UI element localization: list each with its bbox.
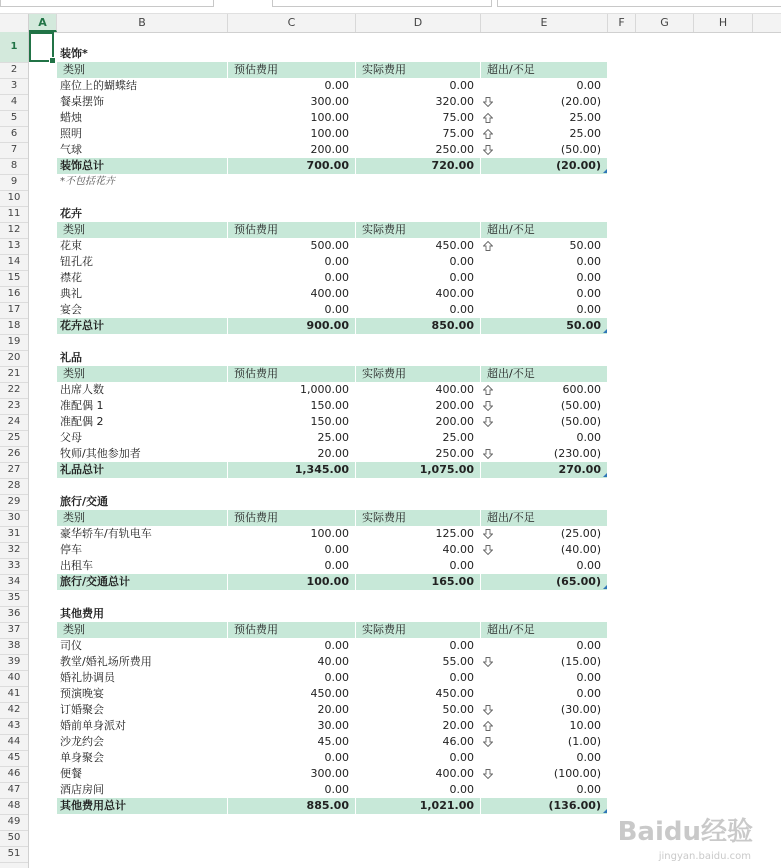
item-over-under[interactable]: 0.00 xyxy=(576,271,601,284)
item-name[interactable]: 准配偶 1 xyxy=(60,399,104,412)
section-title-row xyxy=(29,494,781,510)
row-header[interactable]: 7 xyxy=(0,142,28,159)
item-name[interactable]: 司仪 xyxy=(60,639,82,652)
item-actual[interactable]: 0.00 xyxy=(449,303,474,316)
row-header[interactable]: 4 xyxy=(0,94,28,111)
item-name[interactable]: 豪华轿车/有轨电车 xyxy=(60,527,152,540)
section-total-row xyxy=(29,462,781,478)
item-actual[interactable]: 46.00 xyxy=(442,735,474,748)
header-over-under[interactable]: 超出/不足 xyxy=(487,367,535,380)
note-row xyxy=(29,174,781,190)
item-name[interactable]: 宴会 xyxy=(60,303,82,316)
list-item xyxy=(29,526,781,542)
row-header[interactable]: 8 xyxy=(0,158,28,175)
col-header-g[interactable]: G xyxy=(636,14,694,32)
cell-indicator-icon xyxy=(603,329,607,333)
item-estimated[interactable]: 300.00 xyxy=(310,767,349,780)
row-header[interactable]: 33 xyxy=(0,558,28,575)
item-over-under[interactable]: (230.00) xyxy=(553,447,601,460)
item-actual[interactable]: 250.00 xyxy=(435,447,474,460)
list-item xyxy=(29,718,781,734)
row-header[interactable]: 5 xyxy=(0,110,28,127)
section-header-row xyxy=(29,222,781,238)
total-over-under[interactable]: (136.00) xyxy=(548,799,601,812)
list-item xyxy=(29,638,781,654)
row-header[interactable]: 2 xyxy=(0,62,28,79)
total-label[interactable]: 旅行/交通总计 xyxy=(60,575,131,588)
arrow-up-icon xyxy=(483,113,493,123)
column-headers xyxy=(0,13,781,33)
row-header[interactable]: 49 xyxy=(0,814,28,831)
row-header[interactable]: 36 xyxy=(0,606,28,623)
item-actual[interactable]: 0.00 xyxy=(449,255,474,268)
item-name[interactable]: 酒店房间 xyxy=(60,783,104,796)
item-estimated[interactable]: 100.00 xyxy=(310,111,349,124)
item-name[interactable]: 订婚聚会 xyxy=(60,703,104,716)
header-over-under[interactable]: 超出/不足 xyxy=(487,511,535,524)
item-estimated[interactable]: 0.00 xyxy=(324,79,349,92)
item-name[interactable]: 典礼 xyxy=(60,287,82,300)
item-over-under[interactable]: (100.00) xyxy=(553,767,601,780)
row-header[interactable]: 30 xyxy=(0,510,28,527)
item-actual[interactable]: 25.00 xyxy=(442,431,474,444)
item-over-under[interactable]: 0.00 xyxy=(576,671,601,684)
section-title[interactable]: 礼品 xyxy=(60,351,82,364)
item-estimated[interactable]: 1,000.00 xyxy=(300,383,349,396)
section-title[interactable]: 其他费用 xyxy=(60,607,104,620)
row-header[interactable]: 26 xyxy=(0,446,28,463)
item-actual[interactable]: 400.00 xyxy=(435,287,474,300)
select-all-corner[interactable] xyxy=(0,14,29,32)
header-category[interactable]: 类别 xyxy=(63,63,85,76)
item-name[interactable]: 花束 xyxy=(60,239,82,252)
row-header[interactable]: 39 xyxy=(0,654,28,671)
item-over-under[interactable]: 10.00 xyxy=(569,719,601,732)
item-estimated[interactable]: 100.00 xyxy=(310,527,349,540)
total-estimated[interactable]: 700.00 xyxy=(306,159,349,172)
row-header[interactable]: 17 xyxy=(0,302,28,319)
section-title[interactable]: 装饰* xyxy=(60,47,88,60)
total-over-under[interactable]: 50.00 xyxy=(566,319,601,332)
list-item xyxy=(29,126,781,142)
item-over-under[interactable]: 0.00 xyxy=(576,559,601,572)
section-title-row xyxy=(29,46,781,62)
arrow-down-icon xyxy=(483,417,493,427)
item-over-under[interactable]: 0.00 xyxy=(576,431,601,444)
total-over-under[interactable]: (65.00) xyxy=(556,575,601,588)
item-name[interactable]: 教堂/婚礼场所费用 xyxy=(60,655,152,668)
row-header[interactable]: 51 xyxy=(0,846,28,863)
item-estimated[interactable]: 40.00 xyxy=(317,655,349,668)
item-actual[interactable]: 0.00 xyxy=(449,639,474,652)
col-header-e[interactable]: E xyxy=(481,14,608,32)
formula-bar-strip xyxy=(0,0,781,13)
col-header-f[interactable]: F xyxy=(608,14,636,32)
col-header-a[interactable]: A xyxy=(29,14,57,32)
list-item xyxy=(29,734,781,750)
item-estimated[interactable]: 0.00 xyxy=(324,255,349,268)
item-name[interactable]: 蜡烛 xyxy=(60,111,82,124)
list-item xyxy=(29,94,781,110)
arrow-down-icon xyxy=(483,545,493,555)
item-actual[interactable]: 0.00 xyxy=(449,559,474,572)
header-actual[interactable]: 实际费用 xyxy=(362,223,406,236)
item-name[interactable]: 座位上的蝴蝶结 xyxy=(60,79,137,92)
item-actual[interactable]: 400.00 xyxy=(435,767,474,780)
header-estimated[interactable]: 预估费用 xyxy=(234,623,278,636)
total-estimated[interactable]: 900.00 xyxy=(306,319,349,332)
list-item xyxy=(29,654,781,670)
section-title-row xyxy=(29,350,781,366)
section-title[interactable]: 旅行/交通 xyxy=(60,495,109,508)
row-header[interactable]: 41 xyxy=(0,686,28,703)
header-estimated[interactable]: 预估费用 xyxy=(234,63,278,76)
item-over-under[interactable]: 0.00 xyxy=(576,783,601,796)
list-item xyxy=(29,270,781,286)
item-over-under[interactable]: (50.00) xyxy=(560,399,601,412)
list-item xyxy=(29,398,781,414)
item-over-under[interactable]: 50.00 xyxy=(569,239,601,252)
list-item xyxy=(29,142,781,158)
item-over-under[interactable]: 0.00 xyxy=(576,687,601,700)
item-name[interactable]: 气球 xyxy=(60,143,82,156)
list-item xyxy=(29,238,781,254)
name-box[interactable] xyxy=(0,0,214,7)
row-header[interactable]: 42 xyxy=(0,702,28,719)
section-title-row xyxy=(29,206,781,222)
item-actual[interactable]: 200.00 xyxy=(435,415,474,428)
row-header[interactable]: 46 xyxy=(0,766,28,783)
item-actual[interactable]: 400.00 xyxy=(435,383,474,396)
list-item xyxy=(29,670,781,686)
row-header[interactable]: 28 xyxy=(0,478,28,495)
item-name[interactable]: 预演晚宴 xyxy=(60,687,104,700)
row-header[interactable]: 29 xyxy=(0,494,28,511)
list-item xyxy=(29,382,781,398)
header-estimated[interactable]: 预估费用 xyxy=(234,511,278,524)
row-header[interactable]: 27 xyxy=(0,462,28,479)
item-actual[interactable]: 50.00 xyxy=(442,703,474,716)
item-over-under[interactable]: 0.00 xyxy=(576,287,601,300)
section-header-row xyxy=(29,366,781,382)
list-item xyxy=(29,78,781,94)
list-item xyxy=(29,414,781,430)
list-item xyxy=(29,446,781,462)
item-estimated[interactable]: 200.00 xyxy=(310,143,349,156)
row-header[interactable]: 19 xyxy=(0,334,28,351)
row-header[interactable]: 43 xyxy=(0,718,28,735)
header-category[interactable]: 类别 xyxy=(63,623,85,636)
header-category[interactable]: 类别 xyxy=(63,511,85,524)
item-actual[interactable]: 0.00 xyxy=(449,79,474,92)
item-over-under[interactable]: 600.00 xyxy=(562,383,601,396)
item-estimated[interactable]: 100.00 xyxy=(310,127,349,140)
total-label[interactable]: 装饰总计 xyxy=(60,159,104,172)
footnote[interactable]: *不包括花卉 xyxy=(60,176,115,187)
item-name[interactable]: 餐桌摆饰 xyxy=(60,95,104,108)
total-label[interactable]: 礼品总计 xyxy=(60,463,104,476)
row-header[interactable]: 13 xyxy=(0,238,28,255)
item-estimated[interactable]: 500.00 xyxy=(310,239,349,252)
total-over-under[interactable]: (20.00) xyxy=(556,159,601,172)
row-header[interactable]: 34 xyxy=(0,574,28,591)
row-header[interactable]: 40 xyxy=(0,670,28,687)
header-estimated[interactable]: 预估费用 xyxy=(234,367,278,380)
row-header[interactable]: 32 xyxy=(0,542,28,559)
arrow-up-icon xyxy=(483,241,493,251)
header-estimated[interactable]: 预估费用 xyxy=(234,223,278,236)
active-cell-a1[interactable] xyxy=(29,32,54,62)
item-actual[interactable]: 0.00 xyxy=(449,751,474,764)
header-category[interactable]: 类别 xyxy=(63,367,85,380)
item-estimated[interactable]: 0.00 xyxy=(324,559,349,572)
item-name[interactable]: 钮孔花 xyxy=(60,255,93,268)
row-header[interactable]: 25 xyxy=(0,430,28,447)
list-item xyxy=(29,766,781,782)
row-header[interactable]: 1 xyxy=(0,32,28,63)
item-actual[interactable]: 0.00 xyxy=(449,671,474,684)
total-actual[interactable]: 720.00 xyxy=(431,159,474,172)
item-over-under[interactable]: 25.00 xyxy=(569,111,601,124)
section-title-row xyxy=(29,606,781,622)
fill-handle[interactable] xyxy=(49,57,56,64)
col-header-c[interactable]: C xyxy=(228,14,356,32)
row-header[interactable]: 21 xyxy=(0,366,28,383)
row-header[interactable]: 20 xyxy=(0,350,28,367)
item-name[interactable]: 襟花 xyxy=(60,271,82,284)
row-header[interactable]: 22 xyxy=(0,382,28,399)
cell-indicator-icon xyxy=(603,585,607,589)
row-header[interactable]: 18 xyxy=(0,318,28,335)
row-header[interactable]: 3 xyxy=(0,78,28,95)
row-header[interactable]: 50 xyxy=(0,830,28,847)
item-estimated[interactable]: 150.00 xyxy=(310,415,349,428)
item-name[interactable]: 出席人数 xyxy=(60,383,104,396)
item-name[interactable]: 沙龙约会 xyxy=(60,735,104,748)
item-estimated[interactable]: 400.00 xyxy=(310,287,349,300)
row-header[interactable]: 15 xyxy=(0,270,28,287)
row-header[interactable]: 38 xyxy=(0,638,28,655)
header-actual[interactable]: 实际费用 xyxy=(362,63,406,76)
item-over-under[interactable]: 0.00 xyxy=(576,255,601,268)
row-header[interactable]: 31 xyxy=(0,526,28,543)
item-name[interactable]: 父母 xyxy=(60,431,82,444)
item-actual[interactable]: 250.00 xyxy=(435,143,474,156)
section-title[interactable]: 花卉 xyxy=(60,207,82,220)
item-estimated[interactable]: 300.00 xyxy=(310,95,349,108)
item-over-under[interactable]: (15.00) xyxy=(560,655,601,668)
list-item xyxy=(29,558,781,574)
item-actual[interactable]: 75.00 xyxy=(442,127,474,140)
arrow-down-icon xyxy=(483,657,493,667)
arrow-down-icon xyxy=(483,401,493,411)
item-over-under[interactable]: (25.00) xyxy=(560,527,601,540)
item-name[interactable]: 单身聚会 xyxy=(60,751,104,764)
list-item xyxy=(29,702,781,718)
section-total-row xyxy=(29,318,781,334)
item-name[interactable]: 牧师/其他参加者 xyxy=(60,447,141,460)
list-item xyxy=(29,430,781,446)
header-actual[interactable]: 实际费用 xyxy=(362,511,406,524)
row-header[interactable]: 37 xyxy=(0,622,28,639)
section-header-row xyxy=(29,510,781,526)
total-actual[interactable]: 165.00 xyxy=(431,575,474,588)
item-over-under[interactable]: (30.00) xyxy=(560,703,601,716)
item-estimated[interactable]: 0.00 xyxy=(324,271,349,284)
watermark-logo: Baidu经验 xyxy=(617,817,753,847)
row-header[interactable]: 12 xyxy=(0,222,28,239)
row-header[interactable]: 24 xyxy=(0,414,28,431)
col-header-b[interactable]: B xyxy=(57,14,228,32)
item-over-under[interactable]: 0.00 xyxy=(576,639,601,652)
item-estimated[interactable]: 25.00 xyxy=(317,431,349,444)
cell-indicator-icon xyxy=(603,169,607,173)
row-header[interactable]: 16 xyxy=(0,286,28,303)
item-actual[interactable]: 200.00 xyxy=(435,399,474,412)
row-header[interactable]: 47 xyxy=(0,782,28,799)
list-item xyxy=(29,286,781,302)
watermark-url: jingyan.baidu.com xyxy=(658,851,751,862)
list-item xyxy=(29,782,781,798)
row-headers xyxy=(0,32,29,868)
total-label[interactable]: 其他费用总计 xyxy=(60,799,126,812)
item-over-under[interactable]: (20.00) xyxy=(560,95,601,108)
item-actual[interactable]: 75.00 xyxy=(442,111,474,124)
row-header[interactable]: 48 xyxy=(0,798,28,815)
item-actual[interactable]: 55.00 xyxy=(442,655,474,668)
item-name[interactable]: 准配偶 2 xyxy=(60,415,104,428)
arrow-down-icon xyxy=(483,769,493,779)
item-name[interactable]: 婚礼协调员 xyxy=(60,671,115,684)
item-estimated[interactable]: 20.00 xyxy=(317,447,349,460)
row-header[interactable]: 44 xyxy=(0,734,28,751)
row-header[interactable]: 45 xyxy=(0,750,28,767)
item-estimated[interactable]: 45.00 xyxy=(317,735,349,748)
row-header[interactable]: 10 xyxy=(0,190,28,207)
item-over-under[interactable]: (50.00) xyxy=(560,143,601,156)
item-estimated[interactable]: 20.00 xyxy=(317,703,349,716)
item-estimated[interactable]: 30.00 xyxy=(317,719,349,732)
item-actual[interactable]: 320.00 xyxy=(435,95,474,108)
total-label[interactable]: 花卉总计 xyxy=(60,319,104,332)
list-item xyxy=(29,302,781,318)
cell-indicator-icon xyxy=(603,473,607,477)
section-header-row xyxy=(29,622,781,638)
arrow-up-icon xyxy=(483,385,493,395)
item-name[interactable]: 出租车 xyxy=(60,559,93,572)
arrow-up-icon xyxy=(483,129,493,139)
col-header-d[interactable]: D xyxy=(356,14,481,32)
col-header-h[interactable]: H xyxy=(694,14,753,32)
arrow-down-icon xyxy=(483,529,493,539)
item-estimated[interactable]: 0.00 xyxy=(324,783,349,796)
worksheet-grid[interactable] xyxy=(29,32,781,868)
item-over-under[interactable]: (1.00) xyxy=(567,735,601,748)
item-name[interactable]: 婚前单身派对 xyxy=(60,719,126,732)
list-item xyxy=(29,254,781,270)
formula-box[interactable] xyxy=(272,0,492,7)
item-over-under[interactable]: 0.00 xyxy=(576,751,601,764)
total-estimated[interactable]: 1,345.00 xyxy=(294,463,349,476)
item-estimated[interactable]: 0.00 xyxy=(324,671,349,684)
item-over-under[interactable]: (50.00) xyxy=(560,415,601,428)
row-header[interactable]: 14 xyxy=(0,254,28,271)
item-actual[interactable]: 20.00 xyxy=(442,719,474,732)
item-estimated[interactable]: 0.00 xyxy=(324,751,349,764)
item-actual[interactable]: 0.00 xyxy=(449,271,474,284)
item-over-under[interactable]: (40.00) xyxy=(560,543,601,556)
arrow-down-icon xyxy=(483,705,493,715)
row-header[interactable]: 23 xyxy=(0,398,28,415)
list-item xyxy=(29,110,781,126)
total-over-under[interactable]: 270.00 xyxy=(558,463,601,476)
section-total-row xyxy=(29,574,781,590)
header-over-under[interactable]: 超出/不足 xyxy=(487,623,535,636)
header-over-under[interactable]: 超出/不足 xyxy=(487,223,535,236)
arrow-down-icon xyxy=(483,449,493,459)
total-actual[interactable]: 850.00 xyxy=(431,319,474,332)
formula-box-ext[interactable] xyxy=(497,0,781,7)
total-actual[interactable]: 1,075.00 xyxy=(419,463,474,476)
item-over-under[interactable]: 0.00 xyxy=(576,79,601,92)
list-item xyxy=(29,686,781,702)
item-actual[interactable]: 40.00 xyxy=(442,543,474,556)
item-estimated[interactable]: 0.00 xyxy=(324,303,349,316)
list-item xyxy=(29,542,781,558)
arrow-down-icon xyxy=(483,737,493,747)
header-actual[interactable]: 实际费用 xyxy=(362,367,406,380)
total-actual[interactable]: 1,021.00 xyxy=(419,799,474,812)
header-category[interactable]: 类别 xyxy=(63,223,85,236)
header-actual[interactable]: 实际费用 xyxy=(362,623,406,636)
item-name[interactable]: 便餐 xyxy=(60,767,82,780)
header-over-under[interactable]: 超出/不足 xyxy=(487,63,535,76)
item-estimated[interactable]: 150.00 xyxy=(310,399,349,412)
row-header[interactable]: 6 xyxy=(0,126,28,143)
item-over-under[interactable]: 0.00 xyxy=(576,303,601,316)
row-header[interactable]: 9 xyxy=(0,174,28,191)
item-name[interactable]: 停车 xyxy=(60,543,82,556)
item-actual[interactable]: 450.00 xyxy=(435,687,474,700)
arrow-down-icon xyxy=(483,97,493,107)
row-header[interactable]: 35 xyxy=(0,590,28,607)
arrow-up-icon xyxy=(483,721,493,731)
cell-indicator-icon xyxy=(603,809,607,813)
section-header-row xyxy=(29,62,781,78)
total-estimated[interactable]: 885.00 xyxy=(306,799,349,812)
section-total-row xyxy=(29,158,781,174)
list-item xyxy=(29,750,781,766)
item-name[interactable]: 照明 xyxy=(60,127,82,140)
item-estimated[interactable]: 0.00 xyxy=(324,639,349,652)
row-header[interactable]: 11 xyxy=(0,206,28,223)
item-actual[interactable]: 450.00 xyxy=(435,239,474,252)
item-estimated[interactable]: 450.00 xyxy=(310,687,349,700)
total-estimated[interactable]: 100.00 xyxy=(306,575,349,588)
item-actual[interactable]: 125.00 xyxy=(435,527,474,540)
arrow-down-icon xyxy=(483,145,493,155)
item-actual[interactable]: 0.00 xyxy=(449,783,474,796)
item-estimated[interactable]: 0.00 xyxy=(324,543,349,556)
item-over-under[interactable]: 25.00 xyxy=(569,127,601,140)
